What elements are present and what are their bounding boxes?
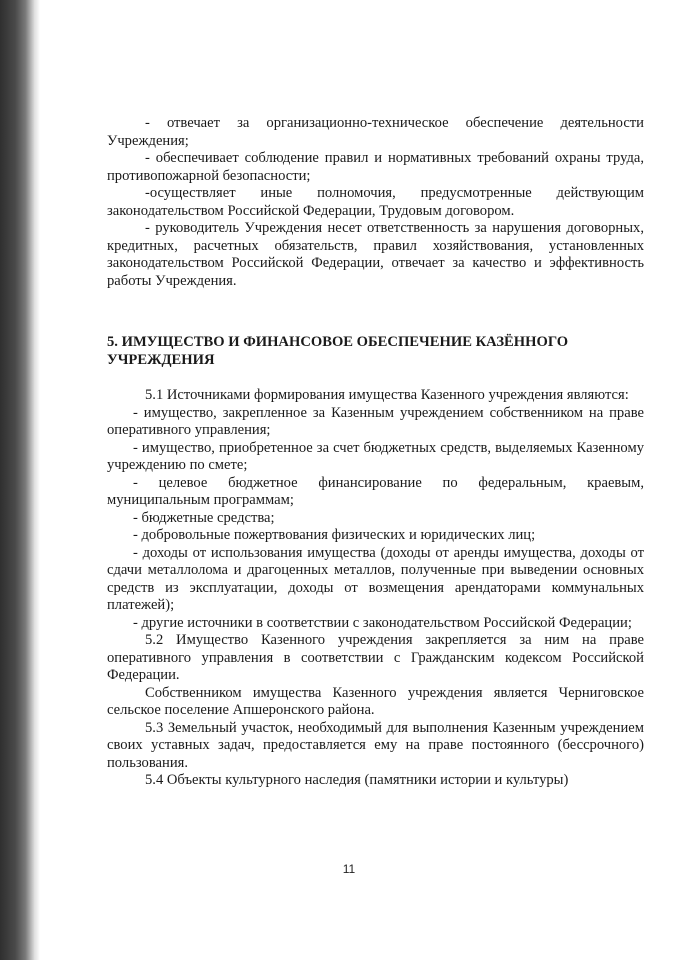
section-heading-line2: УЧРЕЖДЕНИЯ [107,351,215,368]
intro-item: - руководитель Учреждения несет ответственность за нарушения договорных, кредитных, расчетных обязательств, правил хозяйствования, установленных законодательством Российской Федерации, отвечает за качество и эффективность работы Учреждения. [107,220,644,289]
source-item: - доходы от использования имущества (доходы от аренды имущества, доходы от сдачи металлолома и драгоценных металлов, полученные при выведении основных средств из эксплуатации, доходы от возмещения арендаторами коммунальных платежей); [107,544,644,613]
paragraph-owner: Собственником имущества Казенного учреждения является Черниговское сельское поселение Апшеронского района. [107,684,644,718]
scan-edge-shade [34,0,40,960]
intro-item: - обеспечивает соблюдение правил и нормативных требований охраны труда, противопожарной безопасности; [107,150,644,184]
page-number: 11 [342,862,356,876]
source-item: - бюджетные средства; [133,509,275,526]
intro-item: -осуществляет иные полномочия, предусмотренные действующим законодательством Российской Федерации, Трудовым договором. [107,185,644,219]
source-item: - другие источники в соответствии с законодательством Российской Федерации; [133,614,632,631]
heading-spacer [107,369,644,387]
source-item: - целевое бюджетное финансирование по федеральным, краевым, муниципальным программам; [107,474,644,508]
section-heading: 5. ИМУЩЕСТВО И ФИНАНСОВОЕ ОБЕСПЕЧЕНИЕ КАЗЁННОГО [107,334,569,350]
paragraph-5-3: 5.3 Земельный участок, необходимый для выполнения Казенным учреждением своих уставных задач, предоставляется ему на праве постоянного (бессрочного) пользования. [107,719,644,771]
document-page [107,115,644,790]
section-spacer [107,290,644,334]
intro-item: - отвечает за организационно-техническое обеспечение деятельности Учреждения; [107,115,644,149]
paragraph-5-4: 5.4 Объекты культурного наследия (памятники истории и культуры) [145,772,569,788]
scan-edge [0,0,34,960]
source-item: - имущество, закрепленное за Казенным учреждением собственником на праве оперативного управления; [107,404,644,438]
source-item: - имущество, приобретенное за счет бюджетных средств, выделяемых Казенному учреждению по смете; [107,439,644,473]
source-item: - добровольные пожертвования физических и юридических лиц; [133,527,536,543]
paragraph-5-2: 5.2 Имущество Казенного учреждения закрепляется за ним на праве оперативного управления в соответствии с Гражданским кодексом Российской Федерации. [107,632,644,683]
paragraph-5-1: 5.1 Источниками формирования имущества Казенного учреждения являются: [145,387,629,403]
